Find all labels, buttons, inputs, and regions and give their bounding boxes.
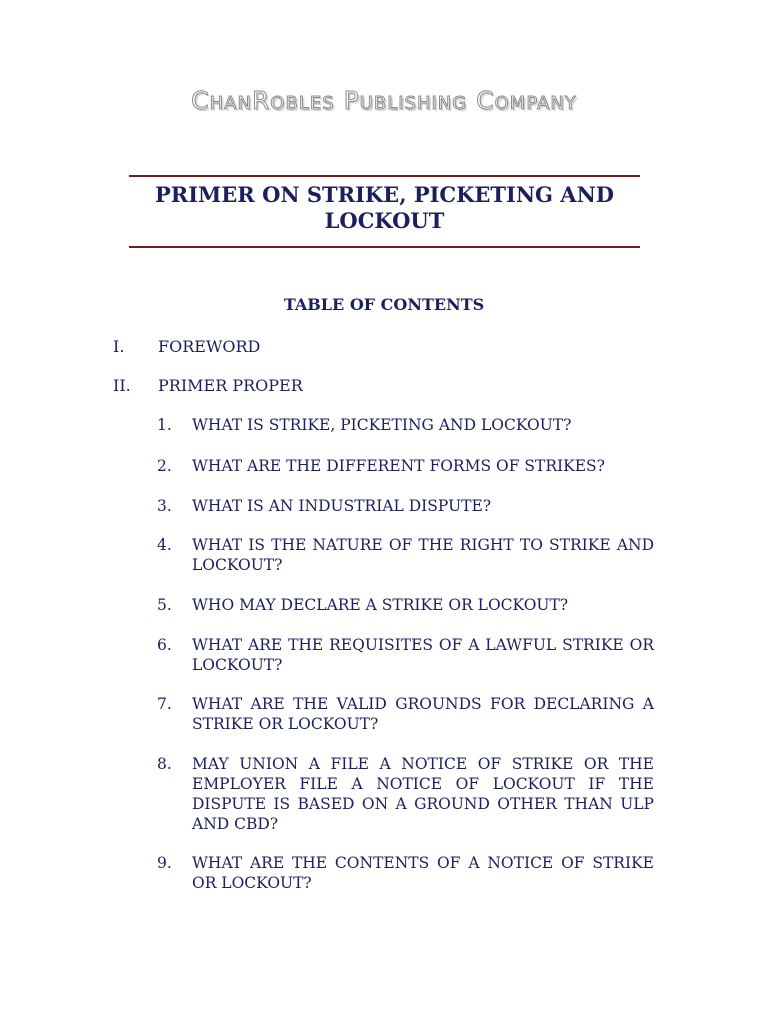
item-number: 8. (157, 755, 172, 773)
section-label: PRIMER PROPER (158, 376, 303, 395)
item-number: 9. (157, 854, 172, 872)
section-number: I. (113, 337, 125, 356)
item-number: 5. (157, 596, 172, 614)
item-text: MAY UNION A FILE A NOTICE OF STRIKE OR THE EMPLOYER FILE A NOTICE OF LOCKOUT IF THE DISPUTE IS BASED ON A GROUND OTHER THAN ULP AND CBD? (192, 755, 654, 833)
title-line-1: PRIMER ON STRIKE, PICKETING AND (154, 182, 614, 207)
title-line-2: LOCKOUT (324, 208, 445, 233)
item-text: WHAT IS THE NATURE OF THE RIGHT TO STRIKE AND LOCKOUT? (192, 536, 654, 574)
item-text: WHAT IS STRIKE, PICKETING AND LOCKOUT? (192, 416, 572, 434)
item-number: 4. (157, 536, 172, 554)
toc-heading: TABLE OF CONTENTS (283, 295, 485, 314)
item-text: WHAT ARE THE CONTENTS OF A NOTICE OF STRIKE OR LOCKOUT? (192, 854, 654, 892)
item-number: 1. (157, 416, 172, 434)
section-label: FOREWORD (158, 337, 261, 356)
title-rule-top (129, 175, 640, 177)
item-number: 2. (157, 457, 172, 475)
item-number: 3. (157, 497, 172, 515)
publisher-name: ChanRobles Publishing Company (191, 86, 577, 115)
item-text: WHO MAY DECLARE A STRIKE OR LOCKOUT? (192, 596, 569, 614)
title-rule-bottom (129, 246, 640, 248)
item-text: WHAT ARE THE VALID GROUNDS FOR DECLARING A STRIKE OR LOCKOUT? (192, 695, 654, 733)
section-number: II. (113, 376, 131, 395)
document-title (129, 182, 640, 234)
item-text: WHAT ARE THE DIFFERENT FORMS OF STRIKES? (192, 457, 605, 475)
item-number: 7. (157, 695, 172, 713)
item-text: WHAT ARE THE REQUISITES OF A LAWFUL STRIKE OR LOCKOUT? (192, 636, 654, 674)
item-text: WHAT IS AN INDUSTRIAL DISPUTE? (192, 497, 492, 515)
item-number: 6. (157, 636, 172, 654)
